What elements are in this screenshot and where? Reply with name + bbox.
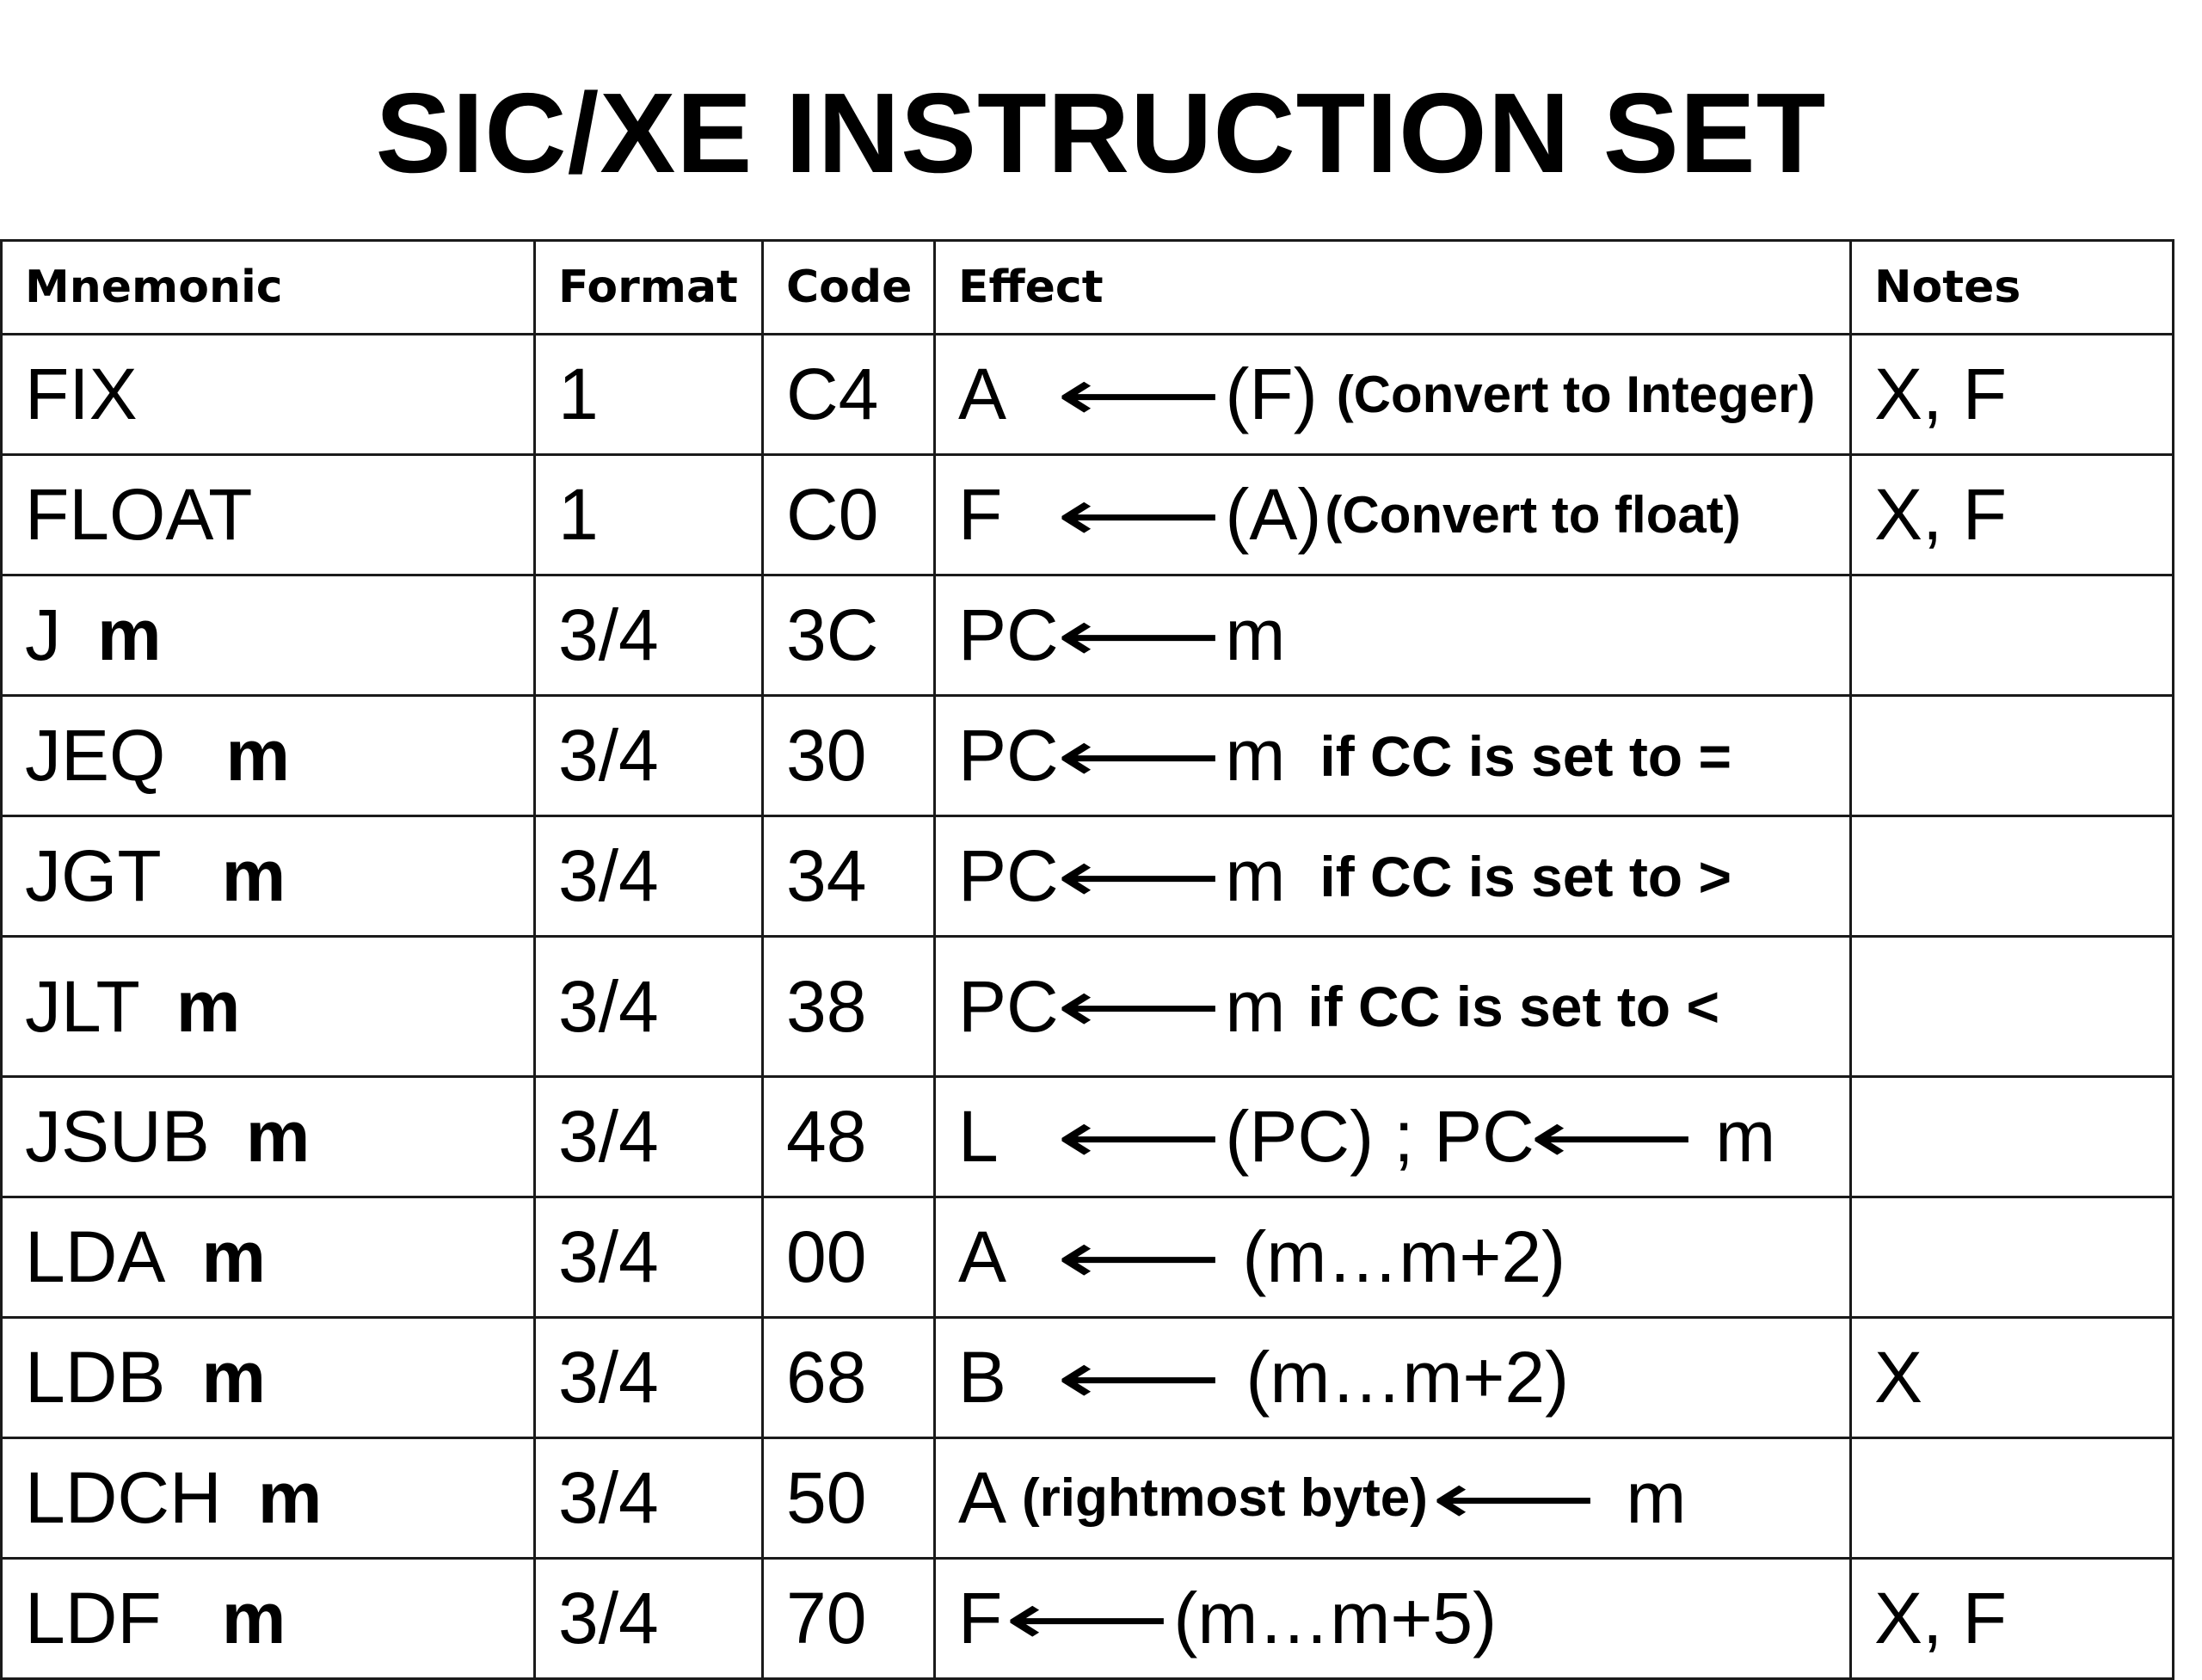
table-row — [2, 575, 2174, 696]
effect-cell — [935, 335, 1851, 455]
left-arrow-icon: ⟵ — [1055, 354, 1222, 435]
effect-source: (m…m+2) — [1242, 1216, 1566, 1297]
format-cell: 3/4 — [535, 1197, 763, 1318]
effect-source: (F) — [1225, 354, 1318, 434]
notes-cell — [1851, 1197, 2174, 1318]
effect-target: B — [958, 1337, 1007, 1418]
mnemonic-cell — [2, 575, 535, 696]
effect-cell — [935, 1077, 1851, 1197]
code-cell: 68 — [763, 1318, 935, 1438]
code-cell: C4 — [763, 335, 935, 455]
mnemonic-cell — [2, 937, 535, 1077]
left-arrow-icon: ⟵ — [1004, 1578, 1171, 1659]
format-cell: 3/4 — [535, 1077, 763, 1197]
notes-cell — [1851, 575, 2174, 696]
format-cell: 3/4 — [535, 1318, 763, 1438]
code-cell: 3C — [763, 575, 935, 696]
effect-target: A — [958, 1216, 1007, 1297]
format-cell: 3/4 — [535, 816, 763, 937]
effect-cell — [935, 1318, 1851, 1438]
table-row — [2, 1197, 2174, 1318]
table-row — [2, 1318, 2174, 1438]
header-notes: Notes — [1851, 241, 2174, 335]
mnemonic-op: JLT — [25, 965, 140, 1047]
left-arrow-icon: ⟵ — [1055, 1096, 1222, 1178]
mnemonic-arg: m — [257, 1457, 323, 1538]
effect-target-value: m — [1715, 1096, 1776, 1177]
notes-cell: X — [1851, 1318, 2174, 1438]
mnemonic-op: JEQ — [25, 715, 166, 796]
table-row — [2, 1438, 2174, 1559]
code-cell: 38 — [763, 937, 935, 1077]
effect-cell — [935, 696, 1851, 816]
mnemonic-op: LDF — [25, 1578, 162, 1658]
effect-source: m — [1225, 715, 1286, 796]
effect-condition: if CC is set to = — [1319, 723, 1732, 788]
code-cell: 70 — [763, 1559, 935, 1679]
notes-cell — [1851, 696, 2174, 816]
format-cell: 3/4 — [535, 575, 763, 696]
notes-cell — [1851, 1438, 2174, 1559]
effect-target: PC — [958, 835, 1059, 916]
page-title: SIC/XE INSTRUCTION SET — [375, 70, 1827, 196]
effect-target: A — [958, 354, 1007, 434]
mnemonic-cell — [2, 335, 535, 455]
mnemonic-arg: m — [201, 1216, 267, 1297]
table-row — [2, 937, 2174, 1077]
header-format: Format — [535, 241, 763, 335]
mnemonic-op: JGT — [25, 835, 162, 916]
code-cell: 48 — [763, 1077, 935, 1197]
mnemonic-cell — [2, 696, 535, 816]
mnemonic-arg: m — [221, 835, 286, 916]
header-mnemonic: Mnemonic — [2, 241, 535, 335]
mnemonic-arg: m — [97, 594, 162, 675]
notes-cell — [1851, 937, 2174, 1077]
effect-target: L — [958, 1096, 999, 1177]
left-arrow-icon: ⟵ — [1055, 474, 1222, 556]
format-cell: 3/4 — [535, 937, 763, 1077]
table-row — [2, 335, 2174, 455]
mnemonic-arg: m — [175, 965, 241, 1047]
mnemonic-cell — [2, 816, 535, 937]
left-arrow-icon: ⟵ — [1055, 594, 1222, 676]
code-cell: 00 — [763, 1197, 935, 1318]
effect-note: (Convert to float) — [1325, 486, 1741, 544]
effect-target: PC — [958, 594, 1059, 675]
mnemonic-cell — [2, 1438, 535, 1559]
notes-cell — [1851, 1077, 2174, 1197]
mnemonic-cell — [2, 1559, 535, 1679]
notes-cell — [1851, 816, 2174, 937]
left-arrow-icon: ⟵ — [1055, 1216, 1222, 1298]
effect-condition: if CC is set to < — [1307, 975, 1720, 1038]
effect-cell — [935, 575, 1851, 696]
mnemonic-cell — [2, 1077, 535, 1197]
effect-source: (PC) ; PC — [1225, 1096, 1535, 1177]
format-cell: 1 — [535, 455, 763, 575]
effect-cell — [935, 455, 1851, 575]
effect-cell — [935, 1559, 1851, 1679]
table-row — [2, 816, 2174, 937]
mnemonic-op: LDA — [25, 1216, 166, 1297]
code-cell: 50 — [763, 1438, 935, 1559]
format-cell: 3/4 — [535, 1559, 763, 1679]
header-code: Code — [763, 241, 935, 335]
effect-target: F — [958, 1578, 1003, 1658]
left-arrow-icon: ⟵ — [1430, 1457, 1597, 1539]
effect-source: (m…m+5) — [1173, 1578, 1498, 1658]
left-arrow-icon: ⟵ — [1055, 966, 1222, 1047]
notes-cell: X, F — [1851, 1559, 2174, 1679]
mnemonic-arg: m — [221, 1578, 286, 1658]
effect-cell — [935, 1438, 1851, 1559]
effect-cell — [935, 816, 1851, 937]
effect-source: m — [1626, 1457, 1687, 1538]
effect-target: PC — [958, 965, 1059, 1047]
table-header-row — [2, 241, 2174, 335]
table-row — [2, 696, 2174, 816]
left-arrow-icon: ⟵ — [1055, 715, 1222, 797]
effect-condition: if CC is set to > — [1319, 844, 1732, 908]
table-row — [2, 455, 2174, 575]
effect-target: A — [958, 1457, 1007, 1538]
table-row — [2, 1559, 2174, 1679]
mnemonic-arg: m — [225, 715, 291, 796]
mnemonic-cell — [2, 1318, 535, 1438]
table-row — [2, 1077, 2174, 1197]
effect-note: (Convert to Integer) — [1336, 366, 1816, 423]
notes-cell: X, F — [1851, 455, 2174, 575]
effect-qualifier: (rightmost byte) — [1022, 1468, 1428, 1528]
code-cell: 34 — [763, 816, 935, 937]
effect-cell — [935, 937, 1851, 1077]
code-cell: 30 — [763, 696, 935, 816]
left-arrow-icon: ⟵ — [1528, 1096, 1695, 1178]
effect-cell — [935, 1197, 1851, 1318]
left-arrow-icon: ⟵ — [1055, 1337, 1222, 1418]
mnemonic-op: FLOAT — [25, 474, 253, 555]
effect-source: (A) — [1225, 474, 1322, 555]
mnemonic-cell — [2, 455, 535, 575]
effect-target: PC — [958, 715, 1059, 796]
notes-cell: X, F — [1851, 335, 2174, 455]
format-cell: 3/4 — [535, 1438, 763, 1559]
left-arrow-icon: ⟵ — [1055, 835, 1222, 917]
header-effect: Effect — [935, 241, 1851, 335]
code-cell: C0 — [763, 455, 935, 575]
effect-source: m — [1225, 965, 1286, 1047]
effect-source: m — [1225, 835, 1286, 916]
effect-source: (m…m+2) — [1246, 1337, 1570, 1418]
mnemonic-op: JSUB — [25, 1096, 210, 1177]
instruction-table — [0, 239, 2174, 1680]
effect-source: m — [1225, 594, 1286, 675]
mnemonic-arg: m — [201, 1337, 267, 1418]
mnemonic-op: J — [25, 594, 61, 675]
mnemonic-arg: m — [245, 1096, 311, 1177]
effect-target: F — [958, 474, 1003, 555]
mnemonic-op: FIX — [25, 354, 138, 434]
format-cell: 3/4 — [535, 696, 763, 816]
format-cell: 1 — [535, 335, 763, 455]
mnemonic-op: LDCH — [25, 1457, 222, 1538]
mnemonic-op: LDB — [25, 1337, 166, 1418]
mnemonic-cell — [2, 1197, 535, 1318]
